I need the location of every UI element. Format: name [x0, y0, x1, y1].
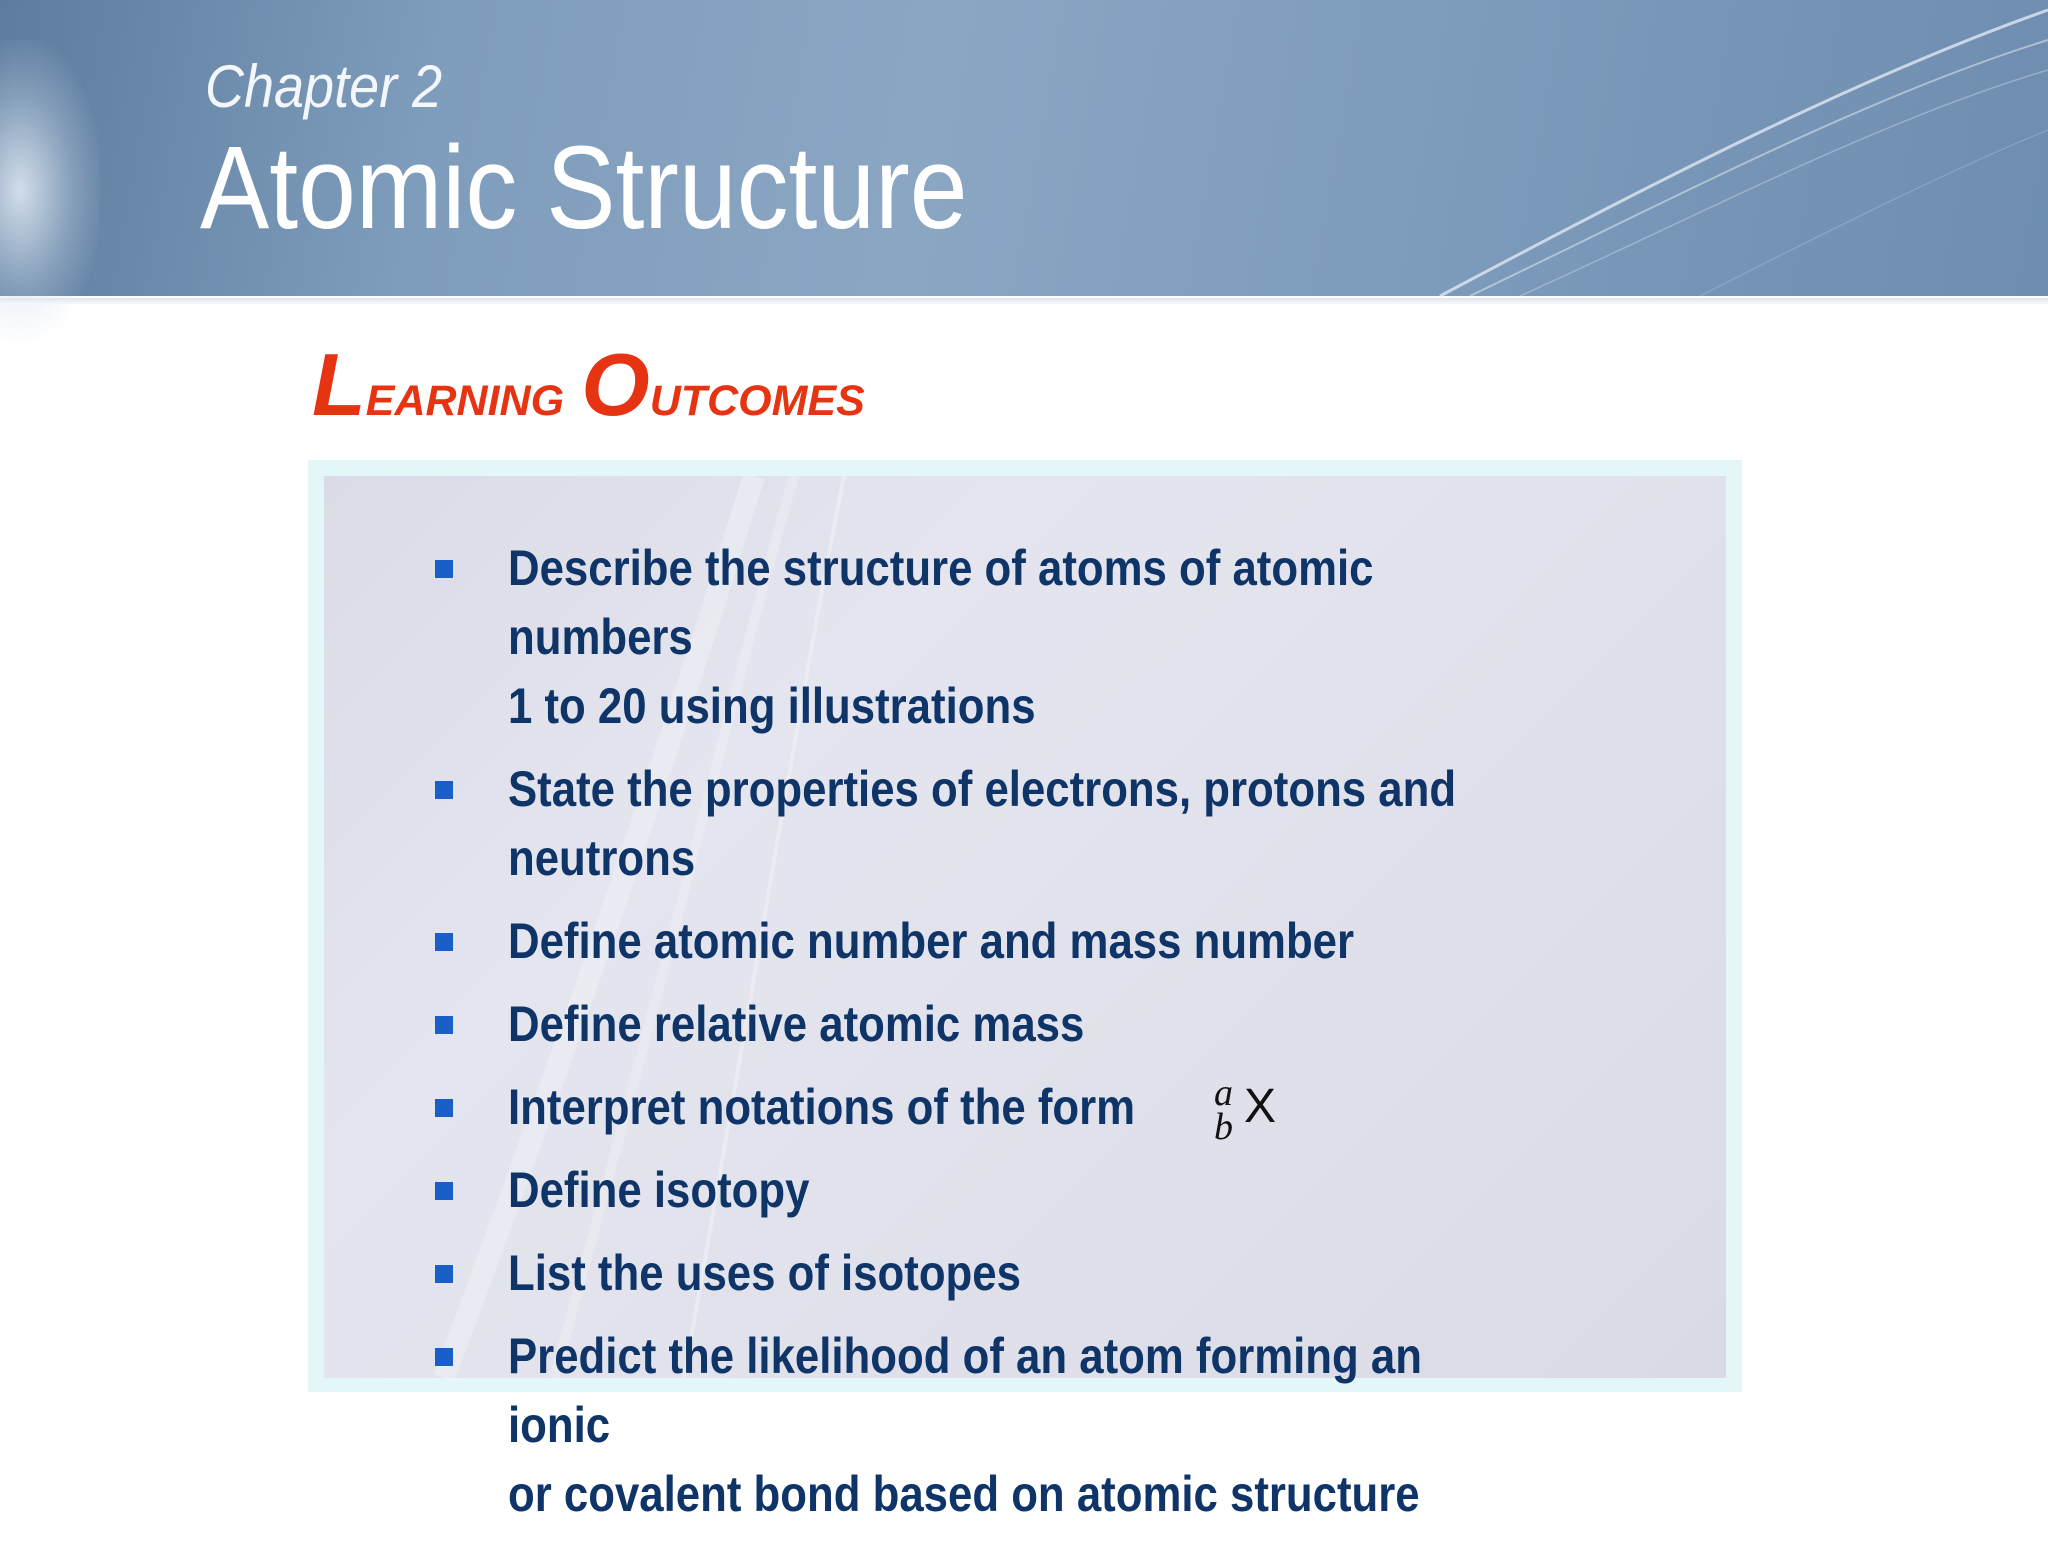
square-bullet-icon	[435, 1016, 453, 1034]
list-item	[324, 1072, 1574, 1148]
outcome-text: Define isotopy	[508, 1162, 810, 1218]
notation-superscript: a	[1214, 1072, 1233, 1114]
square-bullet-icon	[435, 1099, 453, 1117]
heading-rest-outcomes: utcomes	[649, 360, 865, 429]
nuclide-notation	[1214, 1071, 1294, 1155]
list-item	[324, 1322, 1574, 1529]
square-bullet-icon	[435, 1182, 453, 1200]
outcome-text: Define relative atomic mass	[508, 996, 1085, 1052]
list-item	[324, 755, 1574, 893]
list-item	[324, 1156, 1574, 1225]
square-bullet-icon	[435, 1265, 453, 1283]
outcome-text: State the properties of electrons, protons and neutrons	[508, 761, 1457, 886]
outcomes-list	[324, 534, 1574, 1543]
square-bullet-icon	[435, 933, 453, 951]
square-bullet-icon	[435, 560, 453, 578]
outcomes-panel	[324, 476, 1726, 1522]
list-item	[324, 907, 1574, 976]
chapter-label: Chapter 2	[205, 53, 443, 120]
square-bullet-icon	[435, 1348, 453, 1366]
notation-symbol: X	[1244, 1080, 1277, 1133]
outcome-text: Describe the structure of atoms of atomic numbers 1 to 20 using illustrations	[508, 540, 1374, 734]
chapter-title: Atomic Structure	[200, 122, 968, 254]
notation-subscript: b	[1214, 1106, 1233, 1148]
header-banner	[0, 0, 2048, 296]
header-divider	[0, 298, 2048, 304]
section-heading	[312, 332, 865, 438]
outcomes-panel-border	[308, 460, 1742, 1522]
outcome-text: List the uses of isotopes	[508, 1245, 1021, 1301]
heading-initial-learning: L	[312, 335, 366, 434]
outcome-text: Define atomic number and mass number	[508, 913, 1355, 969]
square-bullet-icon	[435, 781, 453, 799]
heading-rest-learning: earning	[365, 360, 565, 429]
heading-initial-outcomes: O	[581, 335, 650, 434]
outcome-text: Interpret notations of the form	[508, 1079, 1136, 1135]
outcome-text: Predict the likelihood of an atom forming an ionic or covalent bond based on atomic structure	[508, 1328, 1422, 1522]
list-item	[324, 534, 1574, 741]
list-item	[324, 1239, 1574, 1308]
list-item	[324, 990, 1574, 1059]
